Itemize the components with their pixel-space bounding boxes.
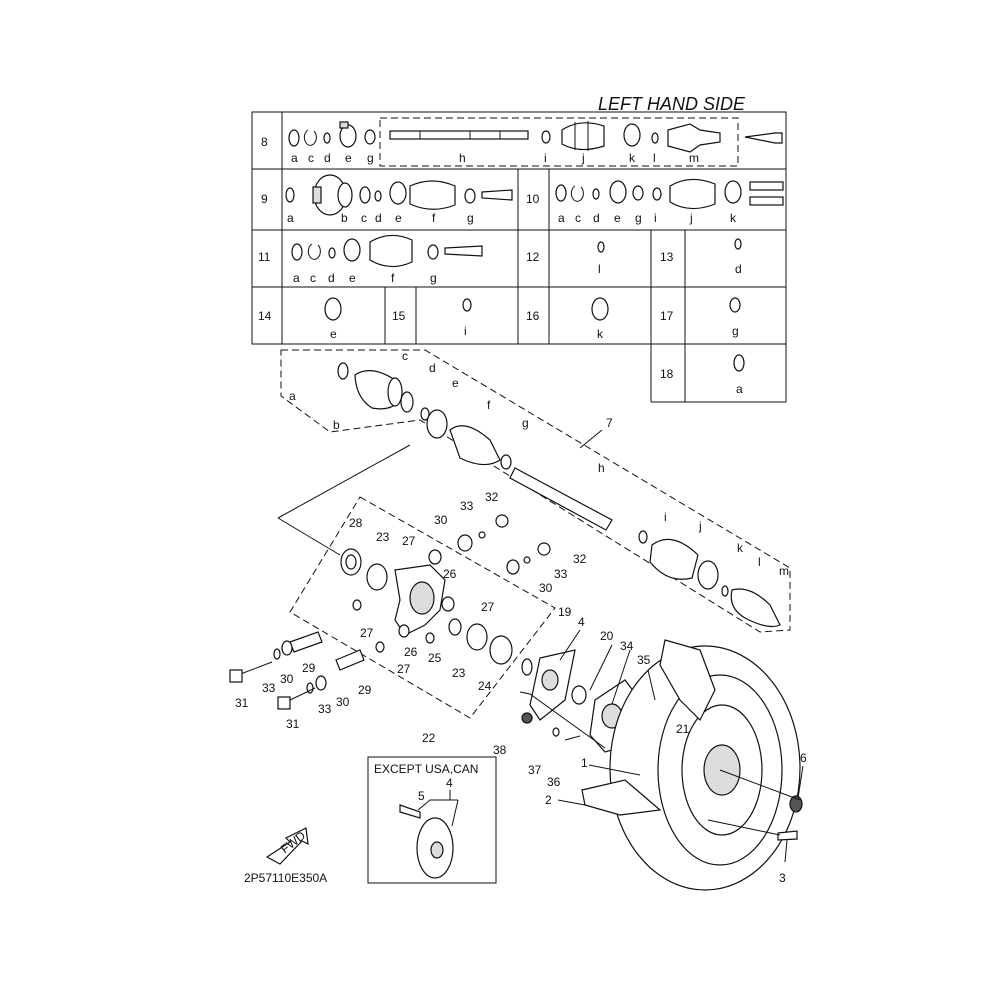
table-row-8-num: 8 (261, 135, 268, 149)
svg-text:22: 22 (422, 731, 436, 745)
diagram-title: LEFT HAND SIDE (598, 94, 746, 114)
wheel (582, 640, 802, 890)
svg-text:h: h (598, 461, 605, 475)
svg-text:c: c (575, 211, 581, 225)
svg-text:37: 37 (528, 763, 542, 777)
svg-text:30: 30 (336, 695, 350, 709)
svg-text:a: a (558, 211, 565, 225)
svg-text:4: 4 (578, 615, 585, 629)
svg-text:38: 38 (493, 743, 507, 757)
svg-text:g: g (635, 211, 642, 225)
row-8-letters (291, 151, 699, 165)
table-row-11-num: 11 (258, 250, 271, 264)
svg-text:31: 31 (286, 717, 300, 731)
table-row-9-num: 9 (261, 192, 268, 206)
row-11-letters (293, 271, 437, 285)
svg-text:30: 30 (434, 513, 448, 527)
svg-text:j: j (690, 211, 693, 225)
svg-text:e: e (349, 271, 356, 285)
svg-text:i: i (544, 151, 547, 165)
svg-text:32: 32 (485, 490, 499, 504)
table-row-13-num: 13 (660, 250, 674, 264)
table-row-15-num: 15 (392, 309, 406, 323)
row-8-parts (289, 121, 782, 152)
svg-text:c: c (308, 151, 314, 165)
svg-text:27: 27 (360, 626, 374, 640)
svg-text:e: e (330, 327, 337, 341)
svg-text:k: k (629, 151, 635, 165)
svg-text:23: 23 (376, 530, 390, 544)
svg-text:i: i (664, 510, 667, 524)
svg-text:d: d (429, 361, 436, 375)
svg-text:5: 5 (418, 789, 425, 803)
svg-text:29: 29 (358, 683, 372, 697)
svg-text:d: d (328, 271, 335, 285)
svg-text:d: d (735, 262, 742, 276)
svg-text:c: c (361, 211, 367, 225)
svg-text:g: g (522, 416, 529, 430)
svg-text:4: 4 (446, 776, 453, 790)
svg-text:g: g (367, 151, 374, 165)
svg-text:i: i (464, 324, 467, 338)
table-row-16-num: 16 (526, 309, 540, 323)
svg-text:36: 36 (547, 775, 561, 789)
svg-text:25: 25 (428, 651, 442, 665)
row-10-parts (556, 179, 783, 208)
svg-text:c: c (310, 271, 316, 285)
svg-text:f: f (487, 398, 491, 412)
svg-text:d: d (324, 151, 331, 165)
svg-text:e: e (452, 376, 459, 390)
svg-text:32: 32 (573, 552, 587, 566)
svg-text:b: b (341, 211, 348, 225)
svg-text:29: 29 (302, 661, 316, 675)
inset-title: EXCEPT USA,CAN (374, 762, 479, 776)
row-10-letters (558, 211, 737, 225)
svg-text:a: a (293, 271, 300, 285)
svg-text:33: 33 (318, 702, 332, 716)
svg-text:g: g (430, 271, 437, 285)
svg-text:k: k (597, 327, 603, 341)
svg-text:1: 1 (581, 756, 588, 770)
svg-text:30: 30 (280, 672, 294, 686)
svg-text:a: a (289, 389, 296, 403)
svg-text:d: d (375, 211, 382, 225)
svg-text:35: 35 (637, 653, 651, 667)
svg-text:19: 19 (558, 605, 572, 619)
svg-text:3: 3 (779, 871, 786, 885)
svg-text:l: l (653, 151, 656, 165)
svg-text:h: h (459, 151, 466, 165)
table-row-17-num: 17 (660, 309, 674, 323)
table-row-14-num: 14 (258, 309, 272, 323)
svg-text:g: g (732, 324, 739, 338)
svg-text:c: c (402, 349, 408, 363)
inset-except-usa-can (368, 757, 496, 883)
row-9-letters (287, 211, 474, 225)
svg-text:33: 33 (262, 681, 276, 695)
svg-text:28: 28 (349, 516, 363, 530)
svg-text:FWD: FWD (277, 828, 309, 857)
svg-text:a: a (736, 382, 743, 396)
table-row-10-num: 10 (526, 192, 540, 206)
svg-text:20: 20 (600, 629, 614, 643)
svg-text:j: j (582, 151, 585, 165)
svg-text:31: 31 (235, 696, 249, 710)
svg-text:6: 6 (800, 751, 807, 765)
svg-text:f: f (391, 271, 395, 285)
svg-text:f: f (432, 211, 436, 225)
svg-text:27: 27 (397, 662, 411, 676)
svg-text:2: 2 (545, 793, 552, 807)
svg-text:k: k (737, 541, 743, 555)
svg-text:i: i (654, 211, 657, 225)
svg-text:a: a (287, 211, 294, 225)
svg-text:21: 21 (676, 722, 690, 736)
svg-text:27: 27 (481, 600, 495, 614)
diagram-code: 2P57110E350A (244, 871, 328, 885)
svg-text:33: 33 (460, 499, 474, 513)
fwd-arrow-icon (267, 828, 308, 864)
svg-text:l: l (598, 262, 601, 276)
svg-text:23: 23 (452, 666, 466, 680)
svg-text:k: k (730, 211, 736, 225)
svg-text:26: 26 (404, 645, 418, 659)
callout-7: 7 (606, 416, 613, 430)
svg-text:e: e (345, 151, 352, 165)
knuckle-parts (230, 515, 550, 709)
svg-text:a: a (291, 151, 298, 165)
svg-text:24: 24 (478, 679, 492, 693)
svg-text:33: 33 (554, 567, 568, 581)
svg-text:l: l (758, 555, 761, 569)
svg-text:26: 26 (443, 567, 457, 581)
svg-text:g: g (467, 211, 474, 225)
row-11-parts (292, 235, 482, 266)
svg-text:e: e (614, 211, 621, 225)
svg-text:30: 30 (539, 581, 553, 595)
row-9-parts (286, 175, 512, 215)
svg-text:b: b (333, 418, 340, 432)
svg-text:j: j (699, 519, 702, 533)
svg-text:m: m (779, 564, 789, 578)
svg-text:27: 27 (402, 534, 416, 548)
table-row-18-num: 18 (660, 367, 674, 381)
svg-text:34: 34 (620, 639, 634, 653)
svg-text:m: m (689, 151, 699, 165)
svg-text:d: d (593, 211, 600, 225)
table-row-12-num: 12 (526, 250, 540, 264)
svg-text:e: e (395, 211, 402, 225)
